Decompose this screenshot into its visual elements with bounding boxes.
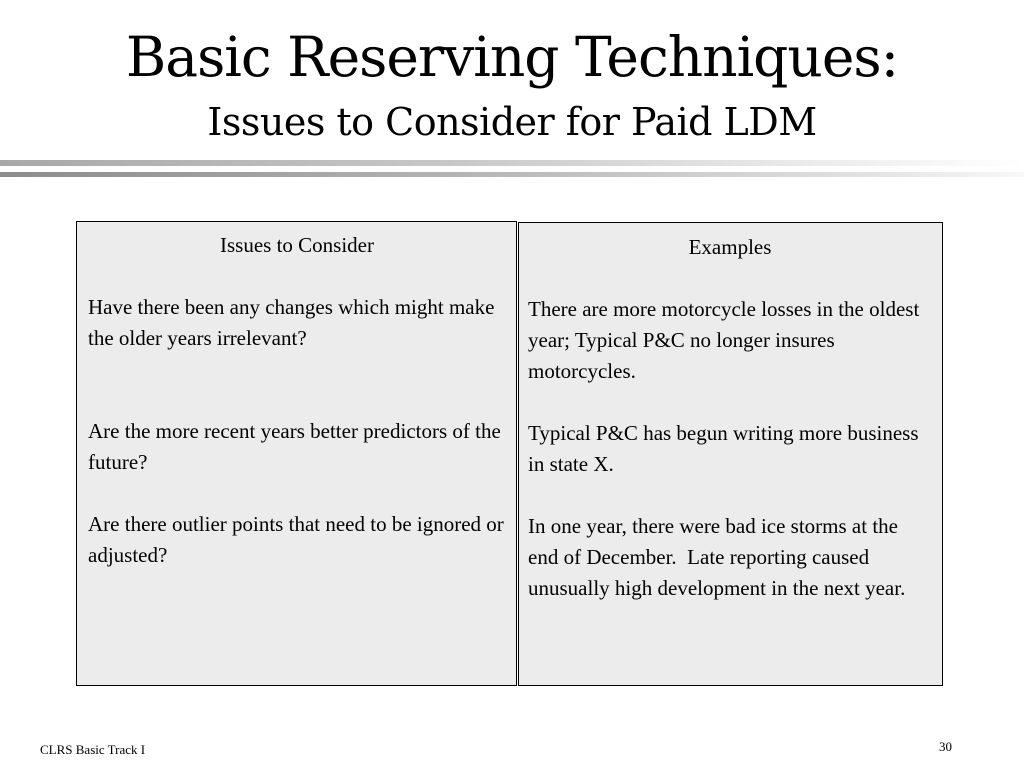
- example-item: There are more motorcycle losses in the oldest year; Typical P&C no longer insures motorcycles.: [528, 297, 920, 383]
- issues-panel: [76, 221, 517, 686]
- issues-heading: Issues to Consider: [220, 233, 374, 257]
- issue-item: Have there been any changes which might make the older years irrelevant?: [88, 295, 495, 350]
- examples-panel: [518, 222, 943, 686]
- issue-item: Are there outlier points that need to be ignored or adjusted?: [88, 512, 504, 567]
- slide-subtitle: Issues to Consider for Paid LDM: [207, 100, 817, 144]
- issue-item: Are the more recent years better predictors of the future?: [88, 419, 501, 474]
- example-item: In one year, there were bad ice storms at the end of December. Late reporting caused unusually high development in the next year.: [528, 514, 906, 600]
- page-number: 30: [939, 739, 952, 754]
- example-item: Typical P&C has begun writing more business in state X.: [528, 421, 919, 476]
- examples-heading: Examples: [688, 235, 772, 259]
- footer-track-label: CLRS Basic Track I: [40, 742, 146, 757]
- title-divider-bottom: [0, 172, 1024, 177]
- title-divider-top: [0, 160, 1024, 166]
- slide-title: Basic Reserving Techniques:: [125, 25, 899, 89]
